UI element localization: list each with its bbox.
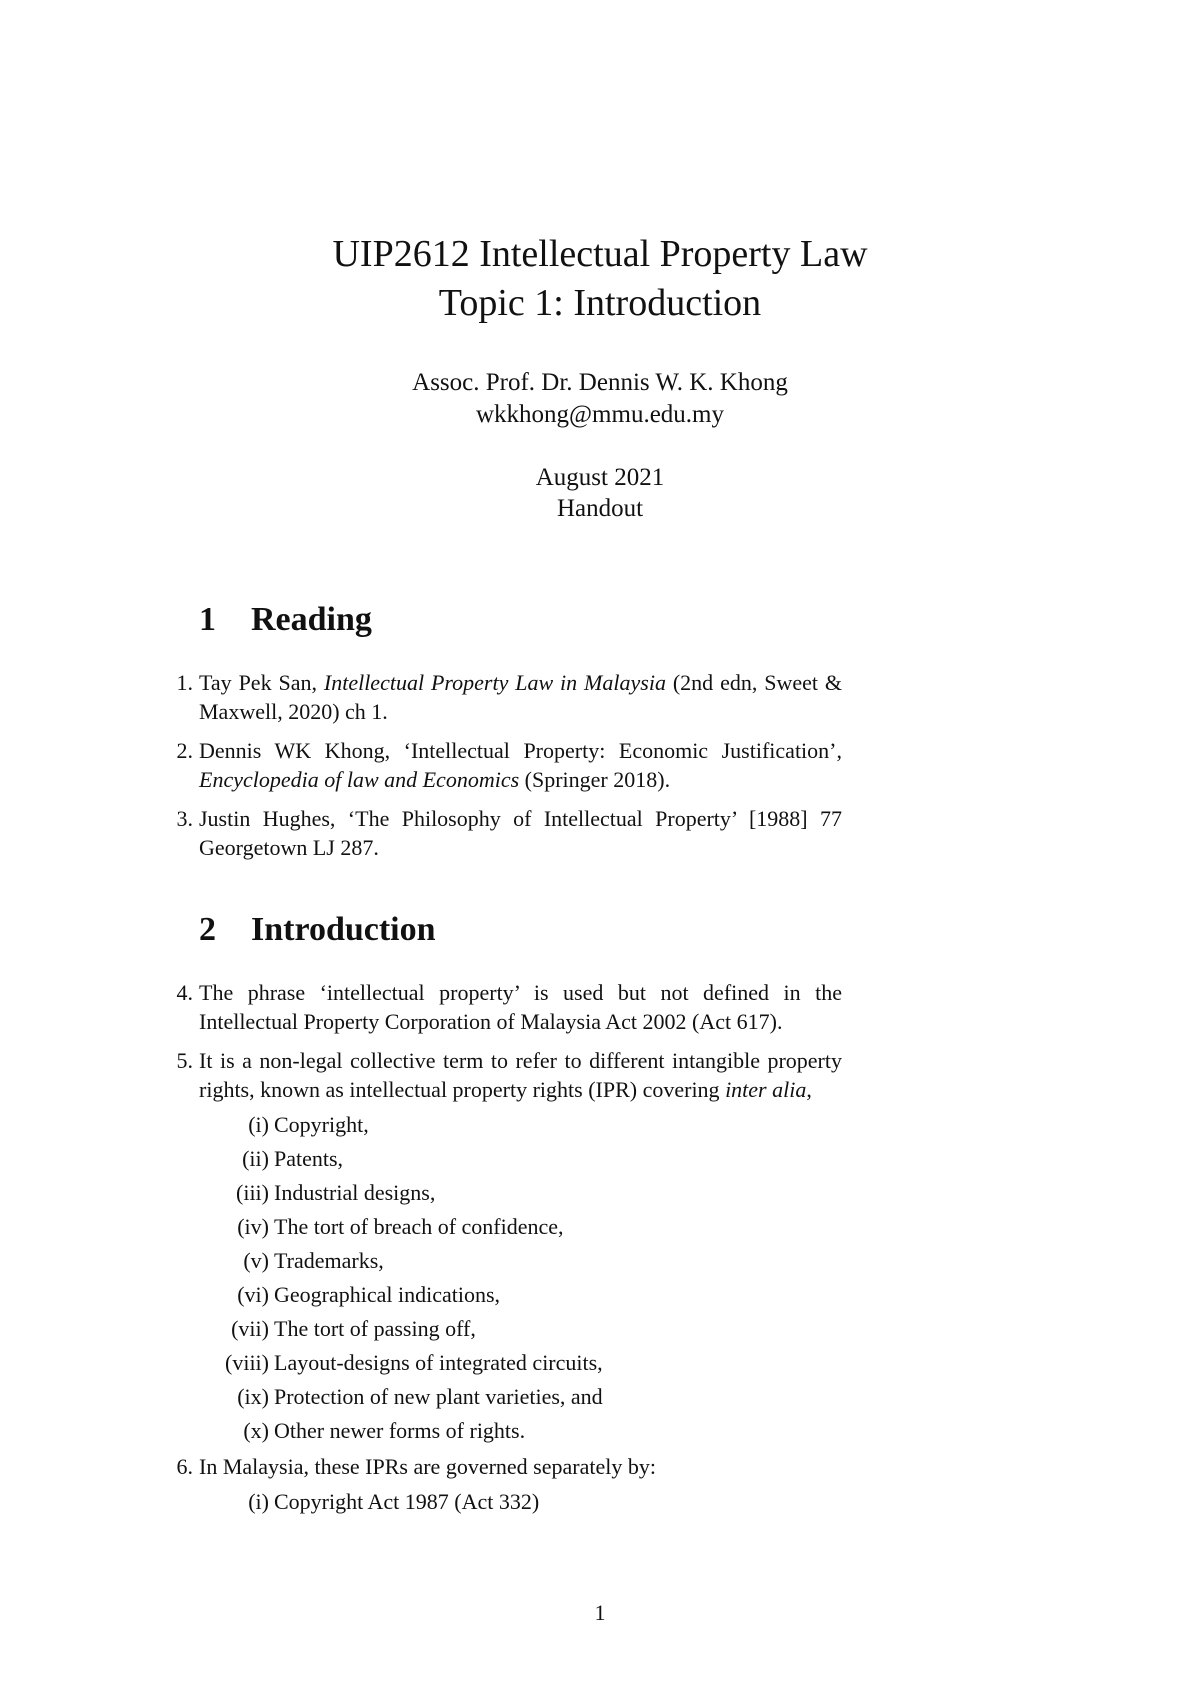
section-title: Reading: [251, 601, 372, 638]
sublist: [225, 1108, 842, 1448]
subitem-text: Trademarks,: [274, 1248, 384, 1273]
sublist-item: [248, 1485, 842, 1519]
subitem-text: The tort of breach of confidence,: [274, 1214, 564, 1239]
subitem-text: Layout-designs of integrated circuits,: [274, 1350, 603, 1375]
author-block: [0, 367, 1200, 431]
item-text: In Malaysia, these IPRs are governed separately by:: [199, 1454, 656, 1479]
item-text-tail: (Springer 2018).: [519, 767, 671, 792]
subitem-marker: (i): [248, 1112, 269, 1137]
document-date: August 2021: [535, 464, 665, 491]
reading-list: [167, 668, 842, 862]
subitem-text: Protection of new plant varieties, and: [274, 1384, 603, 1409]
subitem-text: Copyright Act 1987 (Act 332): [274, 1489, 540, 1514]
document-type: Handout: [556, 495, 644, 522]
sublist-item: [237, 1210, 842, 1244]
item-text: Justin Hughes, ‘The Philosophy of Intellectual Property’ [1988] 77 Georgetown LJ 287.: [199, 806, 842, 860]
item-number: 1.: [176, 670, 193, 695]
subitem-marker: (x): [243, 1418, 269, 1443]
item-italic: inter alia: [725, 1077, 807, 1102]
subitem-marker: (ii): [242, 1146, 269, 1171]
subitem-text: Industrial designs,: [274, 1180, 436, 1205]
section-number: 1: [199, 601, 216, 638]
item-number: 3.: [176, 806, 193, 831]
subitem-text: Copyright,: [274, 1112, 369, 1137]
subitem-marker: (vi): [237, 1282, 269, 1307]
list-item: [167, 978, 842, 1036]
sublist-item: [225, 1346, 842, 1380]
author-name: Assoc. Prof. Dr. Dennis W. K. Khong: [412, 369, 788, 396]
subitem-marker: (vii): [231, 1316, 269, 1341]
page-number: 1: [594, 1600, 606, 1625]
item-text-tail: ,: [806, 1077, 812, 1102]
subitem-text: Geographical indications,: [274, 1282, 501, 1307]
item-text: The phrase ‘intellectual property’ is used but not defined in the Intellectual Property Corporation of Malaysia Act 2002 (Act 617).: [199, 980, 842, 1034]
section-number: 2: [199, 911, 216, 948]
list-item: [167, 1046, 842, 1448]
author-email: wkkhong@mmu.edu.my: [475, 401, 724, 428]
item-title-italic: Intellectual Property Law in Malaysia: [323, 670, 666, 695]
subitem-text: Patents,: [274, 1146, 344, 1171]
subitem-marker: (iii): [236, 1180, 269, 1205]
subitem-marker: (ix): [237, 1384, 269, 1409]
sublist-item: [243, 1244, 842, 1278]
item-number: 4.: [176, 980, 193, 1005]
subitem-marker: (iv): [237, 1214, 269, 1239]
list-item: [167, 668, 842, 726]
sublist-item: [231, 1312, 842, 1346]
item-text-tail: (2nd edn, Sweet & Maxwell, 2020) ch 1.: [199, 670, 843, 724]
section-title: Introduction: [251, 911, 436, 948]
list-item: [167, 736, 842, 794]
item-number: 2.: [176, 738, 193, 763]
sublist-item: [248, 1108, 842, 1142]
section-heading-reading: [199, 600, 372, 640]
item-text: It is a non-legal collective term to refer to different intangible property rights, known as intellectual property rights (IPR) covering: [199, 1048, 842, 1102]
sublist-item: [242, 1142, 842, 1176]
item-title-italic: Encyclopedia of law and Economics: [199, 767, 520, 792]
item-text: Tay Pek San,: [199, 670, 324, 695]
sublist-item: [237, 1380, 842, 1414]
subitem-text: Other newer forms of rights.: [274, 1418, 526, 1443]
sublist-item: [243, 1414, 842, 1448]
subitem-marker: (v): [243, 1248, 269, 1273]
sublist-item: [236, 1176, 842, 1210]
introduction-list: [167, 978, 842, 1519]
subitem-text: The tort of passing off,: [274, 1316, 476, 1341]
item-number: 5.: [176, 1048, 193, 1073]
sublist-item: [237, 1278, 842, 1312]
item-text: Dennis WK Khong, ‘Intellectual Property: Economic Justification’,: [199, 738, 842, 763]
subitem-marker: (viii): [225, 1350, 269, 1375]
list-item: [167, 804, 842, 862]
subitem-marker: (i): [248, 1489, 269, 1514]
item-number: 6.: [176, 1454, 193, 1479]
section-heading-introduction: [199, 910, 436, 950]
sublist: [248, 1485, 842, 1519]
list-item: [167, 1452, 842, 1519]
title-line-1: UIP2612 Intellectual Property Law: [332, 233, 868, 275]
title-line-2: Topic 1: Introduction: [438, 282, 762, 324]
date-block: [0, 462, 1200, 524]
document-title: [0, 230, 1200, 328]
